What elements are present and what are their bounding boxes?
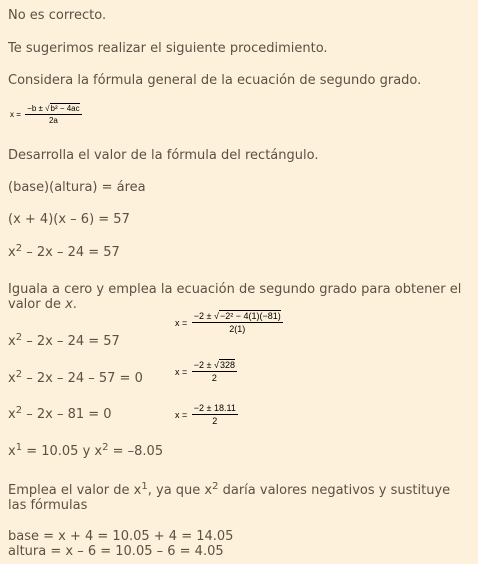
sqrt-symbol: √: [214, 360, 219, 370]
step-right-1: x = $\frac{\text{−2 ± √−2² − 4(1)(−81)}}{2(1)}$: [175, 311, 281, 334]
develop-text: Desarrolla el valor de la fórmula del rectángulo.: [8, 148, 319, 163]
formula-denominator: 2a: [48, 116, 58, 125]
altura-result: altura = x – 6 = 10.05 – 6 = 4.05: [8, 544, 224, 559]
step-left-1: $x^2 - 2x - 24 = 57$: [8, 332, 120, 349]
consider-text: Considera la fórmula general de la ecuación de segundo grado.: [8, 73, 422, 88]
employ-text: Emplea el valor de $x^1$, ya que $x^2$ daría valores negativos y sustituye las fórmulas: [8, 481, 451, 513]
formula-numerator: −b ±: [27, 104, 43, 113]
incorrect-message: No es correcto.: [8, 8, 107, 23]
sqrt-symbol: √: [45, 104, 50, 113]
step-right-2: x = $\frac{-2 \pm √328}{2}$: [175, 360, 235, 383]
step-left-3: $x^2 - 2x - 81 = 0$: [8, 405, 112, 422]
step-right-3: x = $\frac{-2 \pm 18.11}{2}$: [175, 403, 236, 426]
equalize-text: Iguala a cero y emplea la ecuación de segundo grado para obtener el valor de x.: [8, 282, 462, 312]
formula-fraction: [25, 104, 82, 125]
expanded-equation: $x^2 - 2x - 24 = 57$: [8, 243, 120, 260]
general-formula: [10, 104, 82, 125]
substitution: (x + 4)(x – 6) = 57: [8, 212, 130, 227]
base-result: base = x + 4 = 10.05 + 4 = 14.05: [8, 529, 234, 544]
step-left-2: $x^2 - 2x - 24 - 57 = 0$: [8, 369, 143, 386]
area-formula: (base)(altura) = área: [8, 180, 146, 195]
formula-radicand: b² − 4ac: [50, 104, 80, 113]
sqrt-symbol: √: [214, 311, 219, 321]
roots: $x^1 = 10.05$ y $x^2 = -8.05$: [8, 442, 164, 459]
suggestion-text: Te sugerimos realizar el siguiente procedimiento.: [8, 41, 328, 56]
formula-lhs: x =: [10, 110, 21, 119]
